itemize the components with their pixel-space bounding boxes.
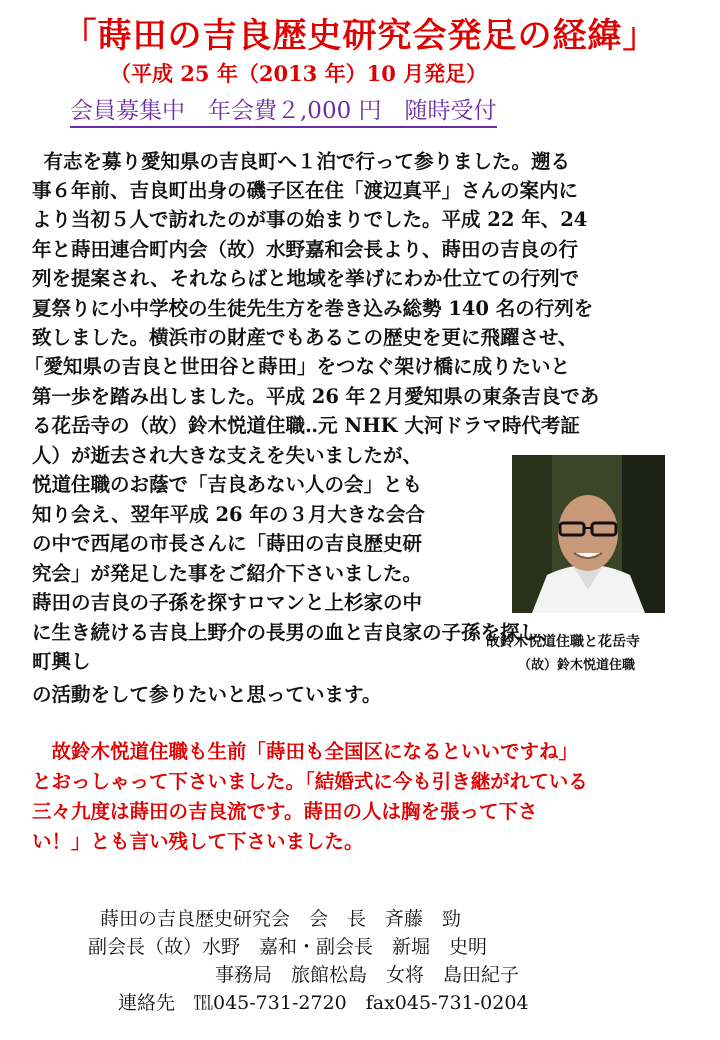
body-line: る花岳寺の（故）鈴木悦道住職‥元 NHK 大河ドラマ時代考証 [32,414,580,437]
body-line: 知り会え、翌年平成 26 年の３月大きな会合 [32,503,425,526]
body-line: 列を提案され、それならばと地域を挙げにわか仕立ての行列で [32,267,580,290]
body-line: 有志を募り愛知県の吉良町へ１泊で行って参りました。遡る [24,150,571,173]
quote-line: 三々九度は蒔田の吉良流です。蒔田の人は胸を張って下さ [32,800,538,823]
photo-caption-overlay: 故鈴木悦道住職と花岳寺 [486,634,640,650]
body-line: 年と蒔田連合町内会（故）水野嘉和会長より、蒔田の吉良の行 [32,238,579,261]
secretariat-line: 事務局 旅館松島 女将 島田紀子 [215,964,520,986]
body-line: 究会」が発足した事をご紹介下さいました。 [32,562,423,585]
body-line: 「愛知県の吉良と世田谷と蒔田」をつなぐ架け橋に成りたいと [24,355,571,378]
document-title: 「蒔田の吉良歴史研究会発足の経緯」 [62,16,658,56]
quote-line: 故鈴木悦道住職も生前「蒔田も全国区になるといいですね」 [32,740,579,763]
founding-date: （平成 25 年（2013 年）10 月発足） [110,61,488,86]
body-line: より当初５人で訪れたのが事の始まりでした。平成 22 年、24 [32,208,588,231]
body-line: 悦道住職のお蔭で「吉良あない人の会」とも [32,473,423,496]
vice-president-line: 副会長（故）水野 嘉和・副会長 新堀 史明 [88,936,488,958]
photo-caption: （故）鈴木悦道住職 [518,658,636,673]
quote-line: い！」とも言い残して下さいました。 [32,830,364,853]
body-line: 町興し [32,650,91,673]
body-line: 夏祭りに小中学校の生徒先生方を巻き込み総勢 140 名の行列を [32,297,594,320]
body-line: 蒔田の吉良の子孫を探すロマンと上杉家の中 [32,591,423,614]
body-line: 致しました。横浜市の財産でもあるこの歴史を更に飛躍させ、 [32,326,578,349]
body-line: 第一歩を踏み出しました。平成 26 年２月愛知県の東条吉良であ [32,385,600,408]
contact-line: 連絡先 ℡045-731-2720 fax045-731-0204 [118,992,529,1014]
body-line: 人）が逝去され大きな支えを失いましたが、 [32,444,423,467]
portrait-illustration [512,455,665,613]
body-line: に生き続ける吉良上野介の長男の血と吉良家の子孫を探し、 [32,621,559,644]
body-line: の活動をして参りたいと思っています。 [32,683,382,706]
quote-line: とおっしゃって下さいました。「結婚式に今も引き継がれている [32,770,588,793]
body-line: の中で西尾の市長さんに「蒔田の吉良歴史研 [32,532,423,555]
member-recruitment: 会員募集中 年会費２,000 円 随時受付 [70,92,497,128]
portrait-photo [512,455,665,613]
body-line: 事６年前、吉良町出身の磯子区在住「渡辺真平」さんの案内に [32,179,579,202]
president-line: 蒔田の吉良歴史研究会 会 長 斉藤 勁 [100,908,462,930]
